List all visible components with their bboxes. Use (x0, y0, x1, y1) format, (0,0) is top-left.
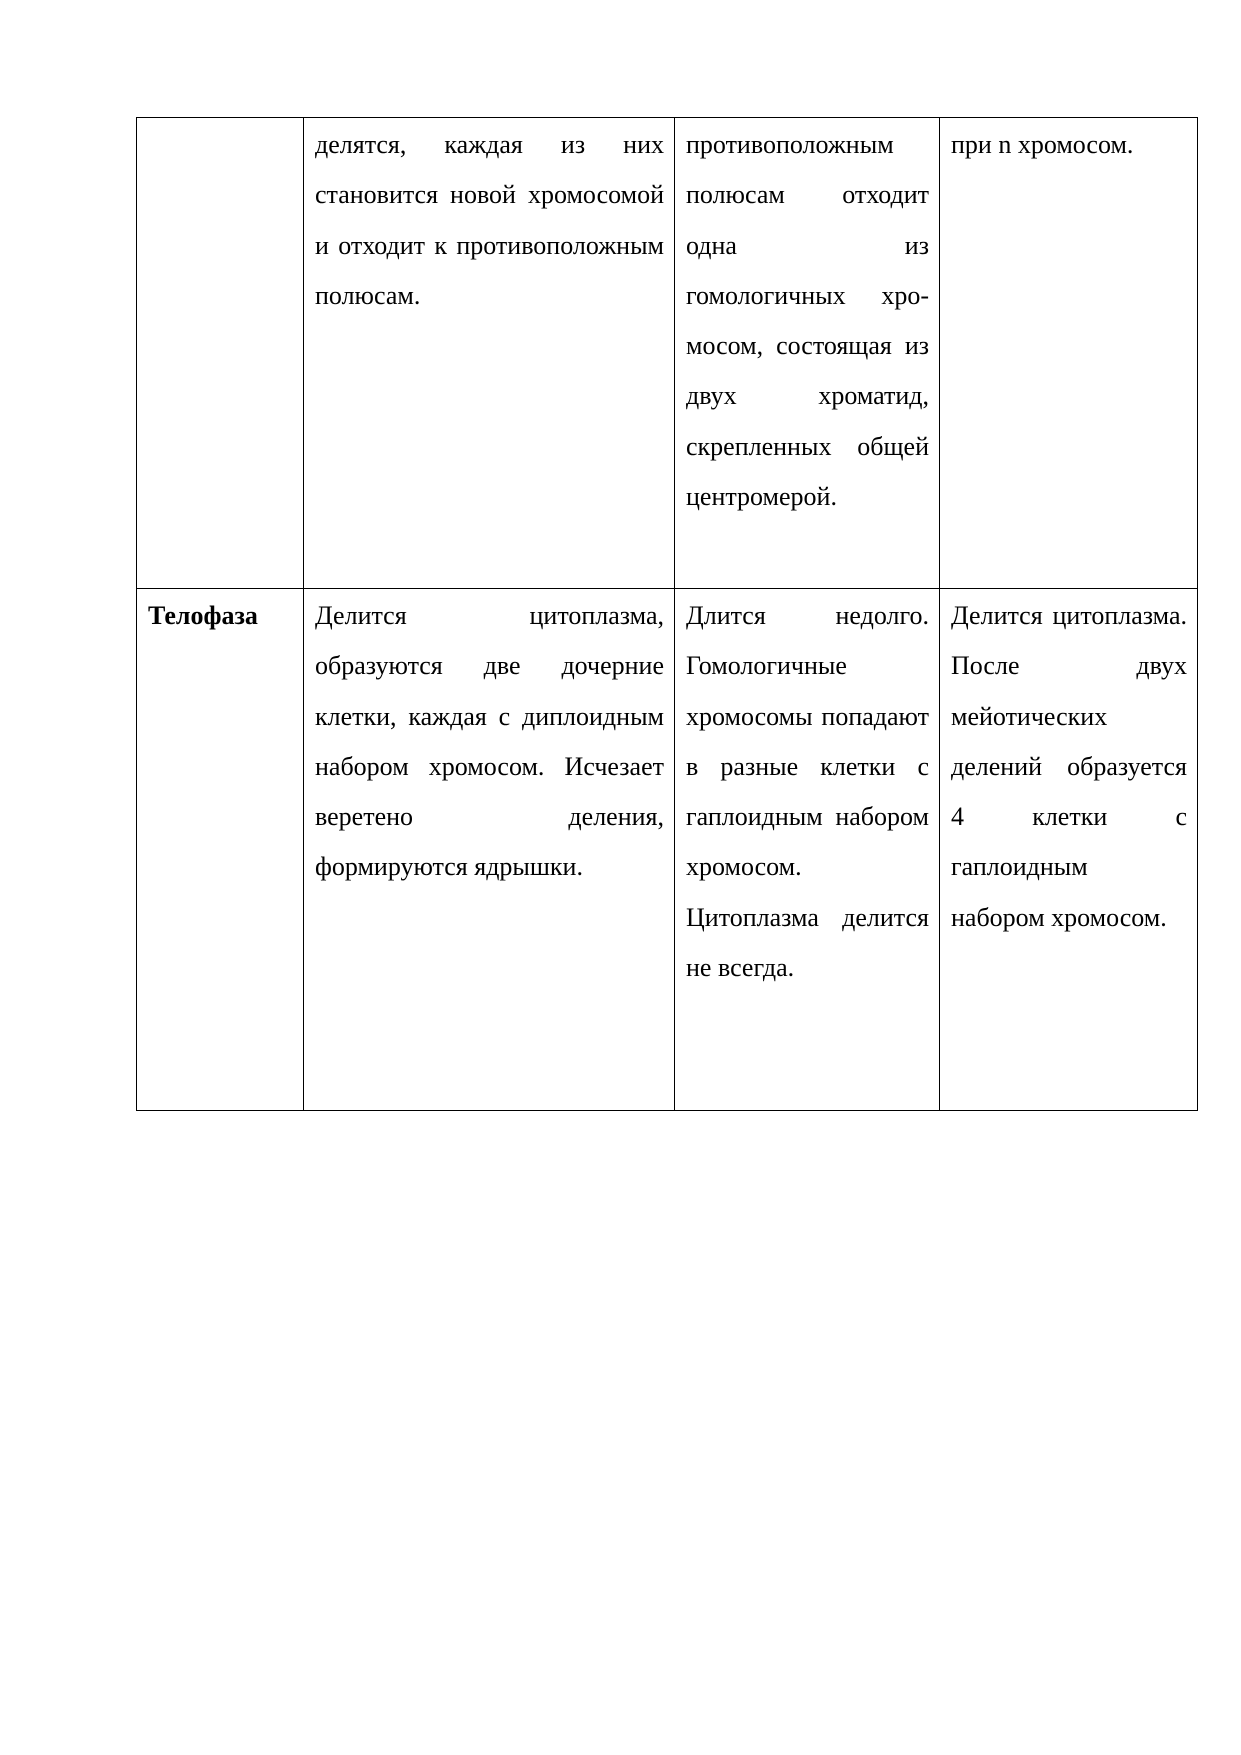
meiosis-2-cell: Делится цитоплазма. После двух мейотических делений образуется 4 клетки с гаплоидным набором хромосом. (940, 589, 1198, 1111)
phase-cell (137, 118, 304, 589)
meiosis-1-cell: противоположным полюсам отходит одна из гомологичных хромосом, состоящая из двух хроматид, скрепленных общей центромерой. (675, 118, 940, 589)
comparison-table (136, 117, 1198, 1111)
mitosis-cell: делятся, каждая из них становится новой хромосомой и отходит к противоположным полюсам. (304, 118, 675, 589)
table-row (137, 589, 1198, 1111)
phase-cell: Телофаза (137, 589, 304, 1111)
mitosis-cell: Делится цитоплазма, образуются две дочерние клетки, каждая с диплоидным набором хромосом. Исчезает веретено деления, формируются ядрышки. (304, 589, 675, 1111)
meiosis-1-cell: Длится недолго. Гомологичные хромосомы попадают в разные клетки с гаплоидным набором хромосом. Цитоплазма делится не всегда. (675, 589, 940, 1111)
meiosis-2-cell: при n хромосом. (940, 118, 1198, 589)
table-row (137, 118, 1198, 589)
